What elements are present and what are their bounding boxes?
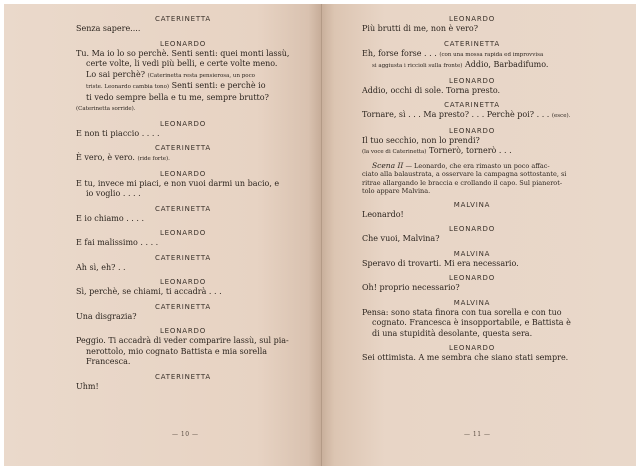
speaker-name: LEONARDO (159, 39, 207, 48)
dialogue-line (76, 81, 290, 93)
speaker-name: LEONARDO (448, 225, 496, 234)
speaker-name: LEONARDO (159, 327, 207, 335)
speaker-name: CATERINETTA (155, 15, 211, 23)
speaker-name: CATERINETTA (155, 144, 211, 152)
stage-direction: triste. Leonardo cambia tono) (86, 84, 170, 90)
dialogue-line: Ah sì, eh? . . (76, 262, 126, 272)
dialogue-text: Addio, Barbadifumo. (465, 60, 549, 69)
dialogue-text: È vero, è vero. (76, 153, 135, 162)
speaker-name: MALVINA (453, 298, 491, 307)
stage-direction: (ride forte). (137, 156, 170, 162)
speaker-name: MALVINA (453, 200, 491, 209)
dialogue-line: certe volte, li vedi più belli, e certe volte meno. (86, 59, 278, 68)
dialogue-line: Leonardo! (362, 209, 404, 219)
stage-direction: (esce). (551, 113, 571, 119)
dialogue-line: Addio, occhi di sole. Torna presto. (362, 85, 501, 95)
stage-direction: si aggiusta i riccioli sulla fronte) (372, 63, 463, 69)
scene-direction: ciato alla balaustrata, a osservare la campagna sottostante, si (362, 170, 567, 179)
speaker-name: LEONARDO (159, 229, 207, 237)
speaker-name: CATERINETTA (155, 253, 211, 262)
dialogue-line (362, 49, 582, 61)
dialogue-line: Più brutti di me, non è vero? (362, 24, 479, 33)
stage-direction: (Caterinetta sorride). (76, 106, 136, 112)
dialogue-text: Eh, forse forse . . . (362, 48, 437, 58)
dialogue-text: Senti senti: e perchè io (171, 81, 266, 90)
dialogue-line: nerottolo, mio cognato Battista e mia sorella (86, 346, 268, 356)
right-page (322, 4, 636, 466)
speaker-name: LEONARDO (448, 274, 496, 283)
speaker-name: LEONARDO (159, 169, 207, 178)
stage-direction: (la voce di Caterinetta) (362, 149, 427, 155)
dialogue-line: Senza sapere.... (76, 24, 141, 33)
dialogue-line: Che vuoi, Malvina? (362, 234, 440, 244)
page-number: — 11 — (464, 431, 491, 438)
dialogue-line: Uhm! (76, 381, 99, 391)
scene-heading: Scena II (372, 160, 404, 170)
dialogue-line: cognato. Francesca è insopportabile, e Battista è (372, 318, 571, 328)
speaker-name: CATERINETTA (155, 372, 211, 381)
dialogue-line (362, 146, 582, 158)
dialogue-line: io voglio . . . . (86, 189, 141, 198)
speaker-name: LEONARDO (448, 76, 496, 85)
dialogue-line: ti vedo sempre bella e tu me, sempre brutto? (86, 92, 269, 102)
speaker-name: LEONARDO (448, 344, 496, 353)
dialogue-line (362, 60, 582, 72)
dialogue-text: Lo sai perchè? (86, 69, 145, 79)
dialogue-line: Peggio. Ti accadrà di veder comparire lassù, sul pia- (76, 336, 289, 345)
dialogue-line (76, 153, 290, 165)
dialogue-line: Francesca. (86, 357, 131, 366)
dialogue-line: E fai malissimo . . . . (76, 238, 159, 247)
left-page (4, 4, 322, 466)
scene-direction (362, 162, 582, 171)
scene-direction: tolo appare Malvina. (362, 187, 431, 196)
dialogue-line: Sei ottimista. A me sembra che siano stati sempre. (362, 353, 569, 363)
speaker-name: LEONARDO (448, 126, 496, 135)
dialogue-line: E non ti piaccio . . . . (76, 128, 160, 138)
dialogue-text: Tornare, sì . . . Ma presto? . . . Perchè poi? . . . (362, 110, 550, 119)
stage-direction: (Caterinetta resta pensierosa, un poco (147, 72, 255, 79)
dialogue-line: Speravo di trovarti. Mi era necessario. (362, 258, 519, 268)
dialogue-line: E io chiamo . . . . (76, 213, 145, 223)
speaker-name: LEONARDO (448, 15, 496, 23)
left-page-text (76, 14, 290, 392)
speaker-name: MALVINA (453, 249, 491, 258)
scene-text: — Leonardo, che era rimasto un poco affac- (405, 161, 550, 170)
dialogue-line: di una stupidità desolante, questa sera. (372, 328, 533, 338)
dialogue-line (76, 70, 290, 82)
page-number: — 10 — (172, 431, 199, 438)
scene-direction: ritrae allargando le braccia e crollando il capo. Sul pianerot- (362, 178, 563, 187)
book-spread (4, 4, 636, 466)
dialogue-text: Tornerò, tornerò . . . (429, 146, 512, 155)
dialogue-line: Una disgrazia? (76, 311, 137, 321)
speaker-name: CATERINETTA (155, 204, 211, 213)
dialogue-line: E tu, invece mi piaci, e non vuoi darmi un bacio, e (76, 178, 280, 188)
dialogue-line: Tu. Ma io lo so perchè. Senti senti: quei monti lassù, (76, 48, 290, 58)
speaker-name: CATERINETTA (444, 39, 500, 48)
speaker-name: LEONARDO (159, 278, 207, 286)
dialogue-line: Oh! proprio necessario? (362, 283, 460, 293)
speaker-name: LEONARDO (159, 119, 207, 128)
dialogue-line: Il tuo secchio, non lo prendi? (362, 135, 480, 145)
dialogue-line: Pensa: sono stata finora con tua sorella e con tuo (362, 307, 562, 317)
dialogue-line (362, 110, 582, 122)
stage-direction: (con una mossa rapida ed improvvisa (439, 51, 544, 58)
speaker-name: CATERINETTA (155, 302, 211, 311)
right-page-text (362, 14, 582, 364)
dialogue-line: Sì, perchè, se chiami, ti accadrà . . . (76, 287, 222, 296)
speaker-name: CATARINETTA (444, 101, 500, 109)
